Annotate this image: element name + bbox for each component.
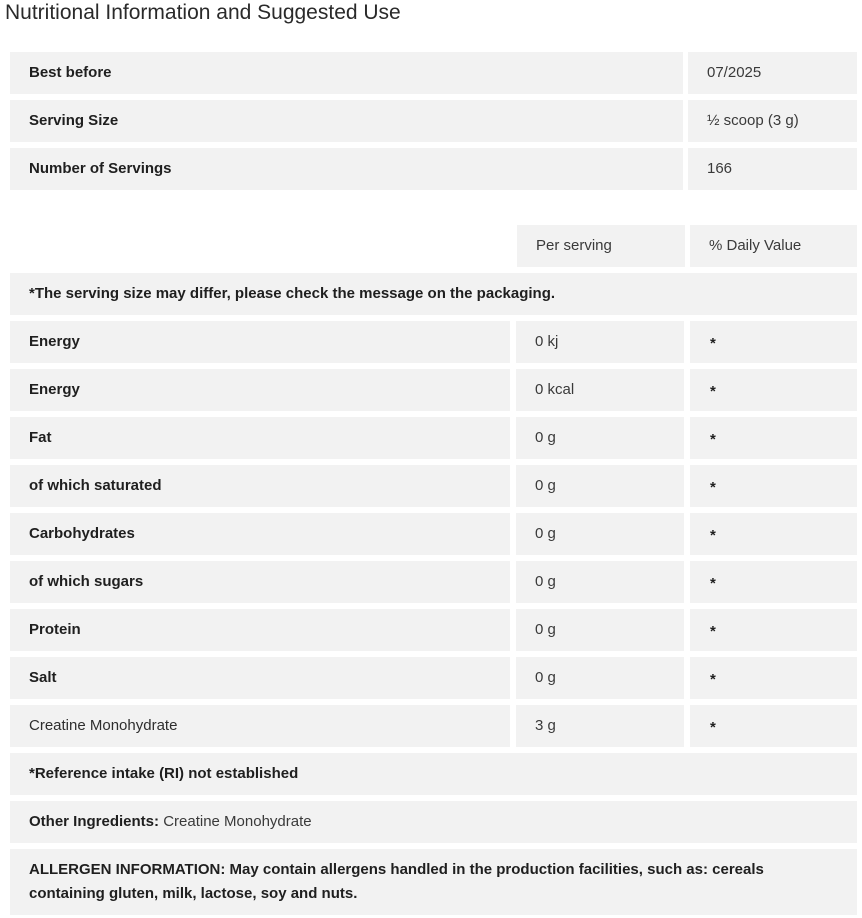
nutrient-daily-value	[690, 561, 857, 603]
best-before-value-text: 07/2025	[707, 64, 762, 81]
nutrient-daily-value-text: *	[710, 479, 716, 496]
nutrient-per-serving	[516, 513, 684, 555]
nutrient-daily-value-text: *	[710, 335, 716, 352]
best-before-label	[10, 52, 683, 94]
serving-size-note	[10, 273, 857, 315]
servings-count-value-text: 166	[707, 160, 733, 177]
nutrient-name	[10, 369, 510, 411]
nutrient-name	[10, 561, 510, 603]
nutrient-name	[10, 321, 510, 363]
nutrient-name-text: Protein	[29, 621, 81, 638]
nutrient-name-text: of which saturated	[29, 477, 162, 494]
nutrient-per-serving-text: 0 g	[535, 429, 556, 446]
nutrient-per-serving	[516, 705, 684, 747]
header-daily-value-text: % Daily Value	[709, 237, 802, 254]
nutrient-daily-value-text: *	[710, 575, 716, 592]
nutrient-daily-value-text: *	[710, 527, 716, 544]
serving-size-note-text: *The serving size may differ, please check the message on the packaging.	[29, 285, 556, 302]
servings-count-label	[10, 148, 683, 190]
servings-count-label-text: Number of Servings	[29, 160, 172, 177]
reference-intake-note	[10, 753, 857, 795]
nutrient-daily-value-text: *	[710, 623, 716, 640]
nutrient-name	[10, 465, 510, 507]
nutrient-per-serving-text: 0 kcal	[535, 381, 575, 398]
nutrient-name	[10, 657, 510, 699]
nutrient-per-serving	[516, 561, 684, 603]
nutrient-per-serving	[516, 321, 684, 363]
nutrient-name-text: Energy	[29, 381, 80, 398]
nutrient-daily-value-text: *	[710, 383, 716, 400]
nutrient-daily-value-text: *	[710, 431, 716, 448]
nutrient-per-serving-text: 0 g	[535, 669, 556, 686]
nutrient-name-text: Carbohydrates	[29, 525, 135, 542]
other-ingredients-label: Other Ingredients:	[29, 813, 160, 830]
nutrient-name	[10, 705, 510, 747]
nutrient-name-text: Energy	[29, 333, 80, 350]
nutrient-daily-value	[690, 609, 857, 651]
nutrient-daily-value	[690, 657, 857, 699]
nutrient-daily-value	[690, 369, 857, 411]
nutrient-daily-value	[690, 465, 857, 507]
other-ingredients	[10, 801, 857, 843]
nutrient-name-text: Fat	[29, 429, 52, 446]
nutrient-daily-value	[690, 417, 857, 459]
nutrient-per-serving	[516, 369, 684, 411]
nutrient-per-serving	[516, 657, 684, 699]
nutrient-per-serving-text: 0 g	[535, 573, 556, 590]
nutrient-per-serving	[516, 417, 684, 459]
nutrient-daily-value-text: *	[710, 671, 716, 688]
serving-size-value-text: ½ scoop (3 g)	[707, 112, 799, 129]
nutrient-name	[10, 609, 510, 651]
serving-size-label	[10, 100, 683, 142]
nutrient-name	[10, 417, 510, 459]
nutrient-per-serving-text: 0 g	[535, 621, 556, 638]
serving-size-label-text: Serving Size	[29, 112, 119, 129]
header-daily-value	[690, 225, 857, 267]
nutrient-per-serving-text: 0 g	[535, 525, 556, 542]
nutrient-name	[10, 513, 510, 555]
page-title: Nutritional Information and Suggested Use	[5, 1, 401, 24]
nutrient-name-text: Creatine Monohydrate	[29, 717, 178, 734]
nutrient-name-text: Salt	[29, 669, 57, 686]
header-per-serving	[517, 225, 685, 267]
serving-size-value	[688, 100, 857, 142]
reference-intake-note-text: *Reference intake (RI) not established	[29, 765, 299, 782]
allergen-information-text: ALLERGEN INFORMATION: May contain allergens handled in the production facilities, such as: cereals containing gluten, milk, lactose, soy and nuts.	[29, 861, 764, 902]
nutrient-daily-value	[690, 705, 857, 747]
nutrient-per-serving-text: 0 g	[535, 477, 556, 494]
allergen-information	[10, 849, 857, 915]
nutrient-per-serving	[516, 609, 684, 651]
nutrient-per-serving-text: 0 kj	[535, 333, 559, 350]
nutrient-name-text: of which sugars	[29, 573, 144, 590]
nutrient-per-serving	[516, 465, 684, 507]
best-before-value	[688, 52, 857, 94]
best-before-label-text: Best before	[29, 64, 112, 81]
nutrient-daily-value	[690, 321, 857, 363]
header-per-serving-text: Per serving	[536, 237, 612, 254]
other-ingredients-value: Creatine Monohydrate	[163, 813, 312, 830]
nutrient-daily-value-text: *	[710, 719, 716, 736]
nutrient-per-serving-text: 3 g	[535, 717, 556, 734]
nutrient-daily-value	[690, 513, 857, 555]
servings-count-value	[688, 148, 857, 190]
